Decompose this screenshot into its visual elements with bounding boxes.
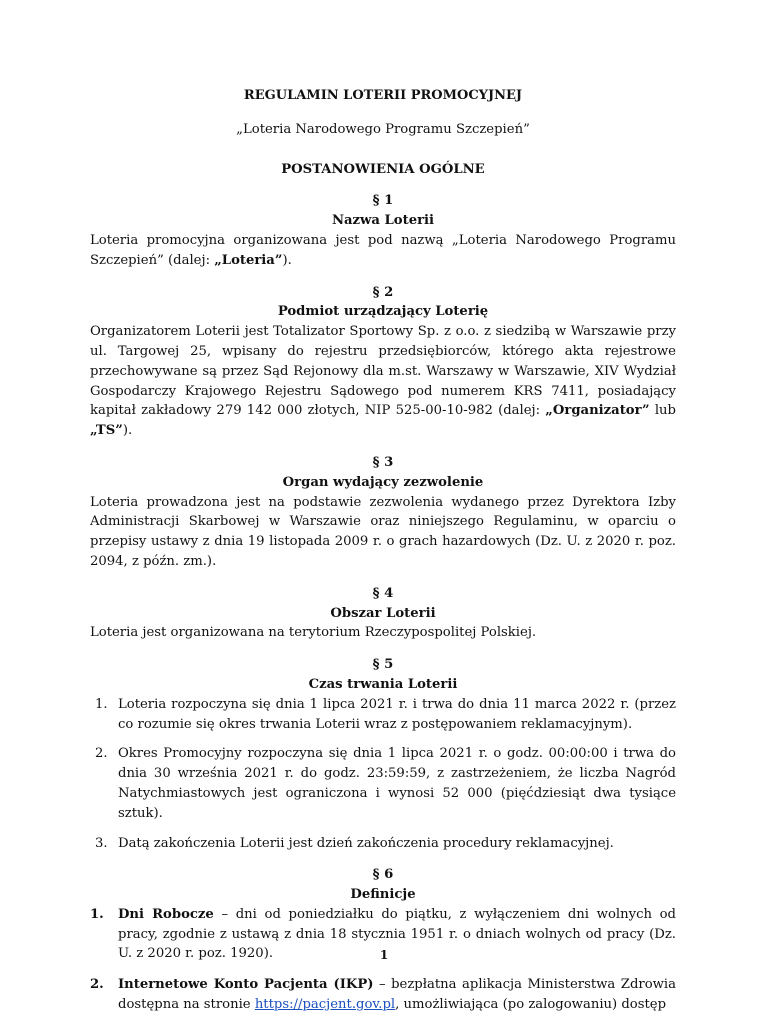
- paragraph-text-3: Loteria prowadzona jest na podstawie zezwolenia wydanego przez Dyrektora Izby Administracji Skarbowej w Warszawie oraz niniejszego Regulaminu, w oparciu o przepisy ustawy z dnia 19 listopada 2009 r. o grach hazardowych (Dz. U. z 2020 r. poz. 2094, z późn. zm.).: [90, 494, 676, 569]
- bold-term: „TS”: [90, 423, 123, 439]
- text-fragment: ).: [282, 252, 292, 268]
- paragraph-number-2: § 2: [372, 284, 394, 300]
- duration-list: [90, 695, 676, 854]
- document-page: [90, 86, 676, 1015]
- definition-term: Dni Robocze: [118, 906, 214, 922]
- list-item: [90, 744, 676, 823]
- definition-text: – bezpłatna aplikacja Ministerstwa Zdrowia dostępna na stronie: [118, 977, 677, 1013]
- text-fragment: lub: [649, 403, 676, 419]
- definition-text: , umożliwiająca (po zalogowaniu) dostęp: [395, 997, 667, 1013]
- paragraph-name-3: Organ wydający zezwolenie: [282, 474, 484, 490]
- paragraph-text-2: [90, 322, 676, 441]
- list-text: Loteria rozpoczyna się dnia 1 lipca 2021 r. i trwa do dnia 11 marca 2022 r. (przez co rozumie się okres trwania Loterii wraz z postępowaniem reklamacyjnym).: [118, 696, 676, 732]
- page-number: 1: [379, 948, 389, 962]
- paragraph-number-4: § 4: [372, 585, 394, 601]
- definition-number: 1.: [90, 906, 104, 922]
- text-fragment: ).: [122, 423, 133, 439]
- paragraph-name-5: Czas trwania Loterii: [308, 676, 458, 692]
- list-number: 2.: [95, 746, 108, 762]
- definition-number: 2.: [90, 977, 104, 993]
- list-text: Okres Promocyjny rozpoczyna się dnia 1 lipca 2021 r. o godz. 00:00:00 i trwa do dnia 30 września 2021 r. do godz. 23:59:59, z zastrzeżeniem, że liczba Nagród Natychmiastowych jest ograniczona i wynosi 52 000 (pięćdziesiąt dwa tysiące sztuk).: [118, 746, 676, 821]
- list-text: Datą zakończenia Loterii jest dzień zakończenia procedury reklamacyjnej.: [118, 835, 614, 851]
- text-fragment: Organizatorem Loterii jest Totalizator Sportowy Sp. z o.o. z siedzibą w Warszawie przy ul. Targowej 25, wpisany do rejestru przedsiębiorców, którego akta rejestrowe przechowywane są przez Sąd Rejonowy dla m.st. Warszawy w Warszawie, XIV Wydział Gospodarczy Krajowego Rejestru Sądowego pod numerem KRS 7411, posiadający kapitał zakładowy 279 142 000 złotych, NIP 525-00-10-982 (dalej:: [90, 324, 676, 419]
- paragraph-name-2: Podmiot urządzający Loterię: [277, 304, 489, 320]
- text-fragment: Loteria promocyjna organizowana jest pod nazwą „Loteria Narodowego Programu Szczepień” (dalej:: [90, 232, 676, 268]
- paragraph-name-4: Obszar Loterii: [330, 605, 436, 621]
- paragraph-name-6: Definicje: [350, 887, 416, 903]
- paragraph-number-1: § 1: [372, 193, 394, 209]
- document-title: REGULAMIN LOTERII PROMOCYJNEJ: [243, 88, 523, 103]
- definition-text: – dni od poniedziałku do piątku, z wyłączeniem dni wolnych od pracy, zgodnie z ustawą z dnia 18 stycznia 1951 r. o dniach wolnych od pracy (Dz. U. z 2020 r. poz. 1920).: [118, 906, 676, 962]
- paragraph-name-1: Nazwa Loterii: [331, 213, 435, 229]
- paragraph-number-5: § 5: [372, 657, 394, 673]
- paragraph-text-4: Loteria jest organizowana na terytorium Rzeczypospolitej Polskiej.: [90, 625, 537, 641]
- paragraph-number-3: § 3: [372, 454, 394, 470]
- list-number: 3.: [95, 835, 108, 851]
- bold-term: „Loteria”: [214, 252, 283, 268]
- document-subtitle: „Loteria Narodowego Programu Szczepień”: [236, 121, 530, 137]
- bold-term: „Organizator”: [545, 403, 650, 419]
- definition-term: Internetowe Konto Pacjenta (IKP): [118, 977, 374, 993]
- definition-item: [90, 975, 676, 1015]
- list-item: [90, 834, 676, 854]
- list-number: 1.: [95, 696, 108, 712]
- pacjent-link[interactable]: https://pacjent.gov.pl: [254, 997, 396, 1013]
- paragraph-text-1: [90, 231, 676, 271]
- section-heading: POSTANOWIENIA OGÓLNE: [281, 161, 485, 177]
- list-item: [90, 695, 676, 735]
- paragraph-number-6: § 6: [372, 867, 394, 883]
